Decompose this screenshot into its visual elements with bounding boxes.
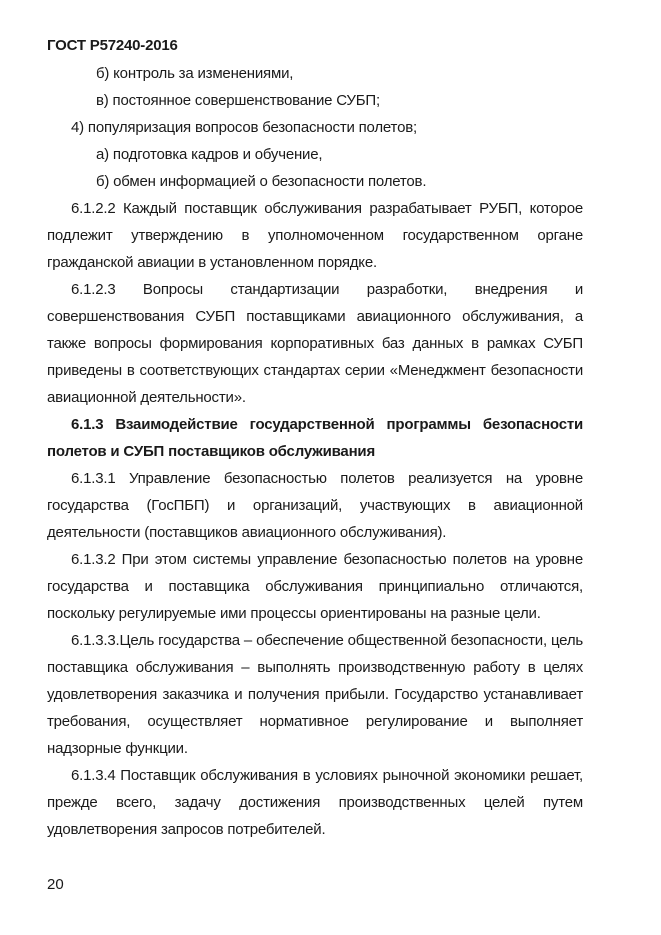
paragraph-6-1-3-1: 6.1.3.1 Управление безопасностью полетов реализуется на уровне государства (ГосПБП) и организаций, участвующих в авиационной деятельности (поставщиков авиационного обслуживания).: [47, 470, 583, 541]
list-item-4: 4) популяризация вопросов безопасности полетов;: [71, 119, 417, 136]
paragraph-6-1-2-3: 6.1.2.3 Вопросы стандартизации разработки, внедрения и совершенствования СУБП поставщиками авиационного обслуживания, а также вопросы формирования корпоративных баз данных в рамках СУБП приведены в соответствующих стандартах серии «Менеджмент безопасности авиационной деятельности».: [47, 281, 583, 406]
list-item-b-control: б) контроль за изменениями,: [96, 65, 294, 82]
paragraph-6-1-3-4: 6.1.3.4 Поставщик обслуживания в условиях рыночной экономики решает, прежде всего, задачу достижения производственных целей путем удовлетворения запросов потребителей.: [47, 767, 583, 838]
section-heading-6-1-3: 6.1.3 Взаимодействие государственной программы безопасности полетов и СУБП поставщиков обслуживания: [47, 416, 583, 460]
list-item-a-training: а) подготовка кадров и обучение,: [96, 146, 323, 163]
paragraph-6-1-3-2: 6.1.3.2 При этом системы управление безопасностью полетов на уровне государства и поставщика обслуживания принципиально отличаются, поскольку регулируемые ими процессы ориентированы на разные цели.: [47, 551, 583, 622]
paragraph-6-1-3-3: 6.1.3.3.Цель государства – обеспечение общественной безопасности, цель поставщика обслуживания – выполнять производственную работу в целях удовлетворения заказчика и получения прибыли. Государство устанавливает требования, осуществляет нормативное регулирование и выполняет надзорные функции.: [47, 632, 583, 757]
document-body: [47, 60, 583, 843]
list-item-b-exchange: б) обмен информацией о безопасности полетов.: [96, 173, 427, 190]
page-number: 20: [47, 876, 64, 893]
list-item-v-improvement: в) постоянное совершенствование СУБП;: [96, 92, 380, 109]
document-header: ГОСТ Р57240-2016: [47, 37, 178, 54]
paragraph-6-1-2-2: 6.1.2.2 Каждый поставщик обслуживания разрабатывает РУБП, которое подлежит утверждению в уполномоченном государственном органе гражданской авиации в установленном порядке.: [47, 200, 583, 271]
